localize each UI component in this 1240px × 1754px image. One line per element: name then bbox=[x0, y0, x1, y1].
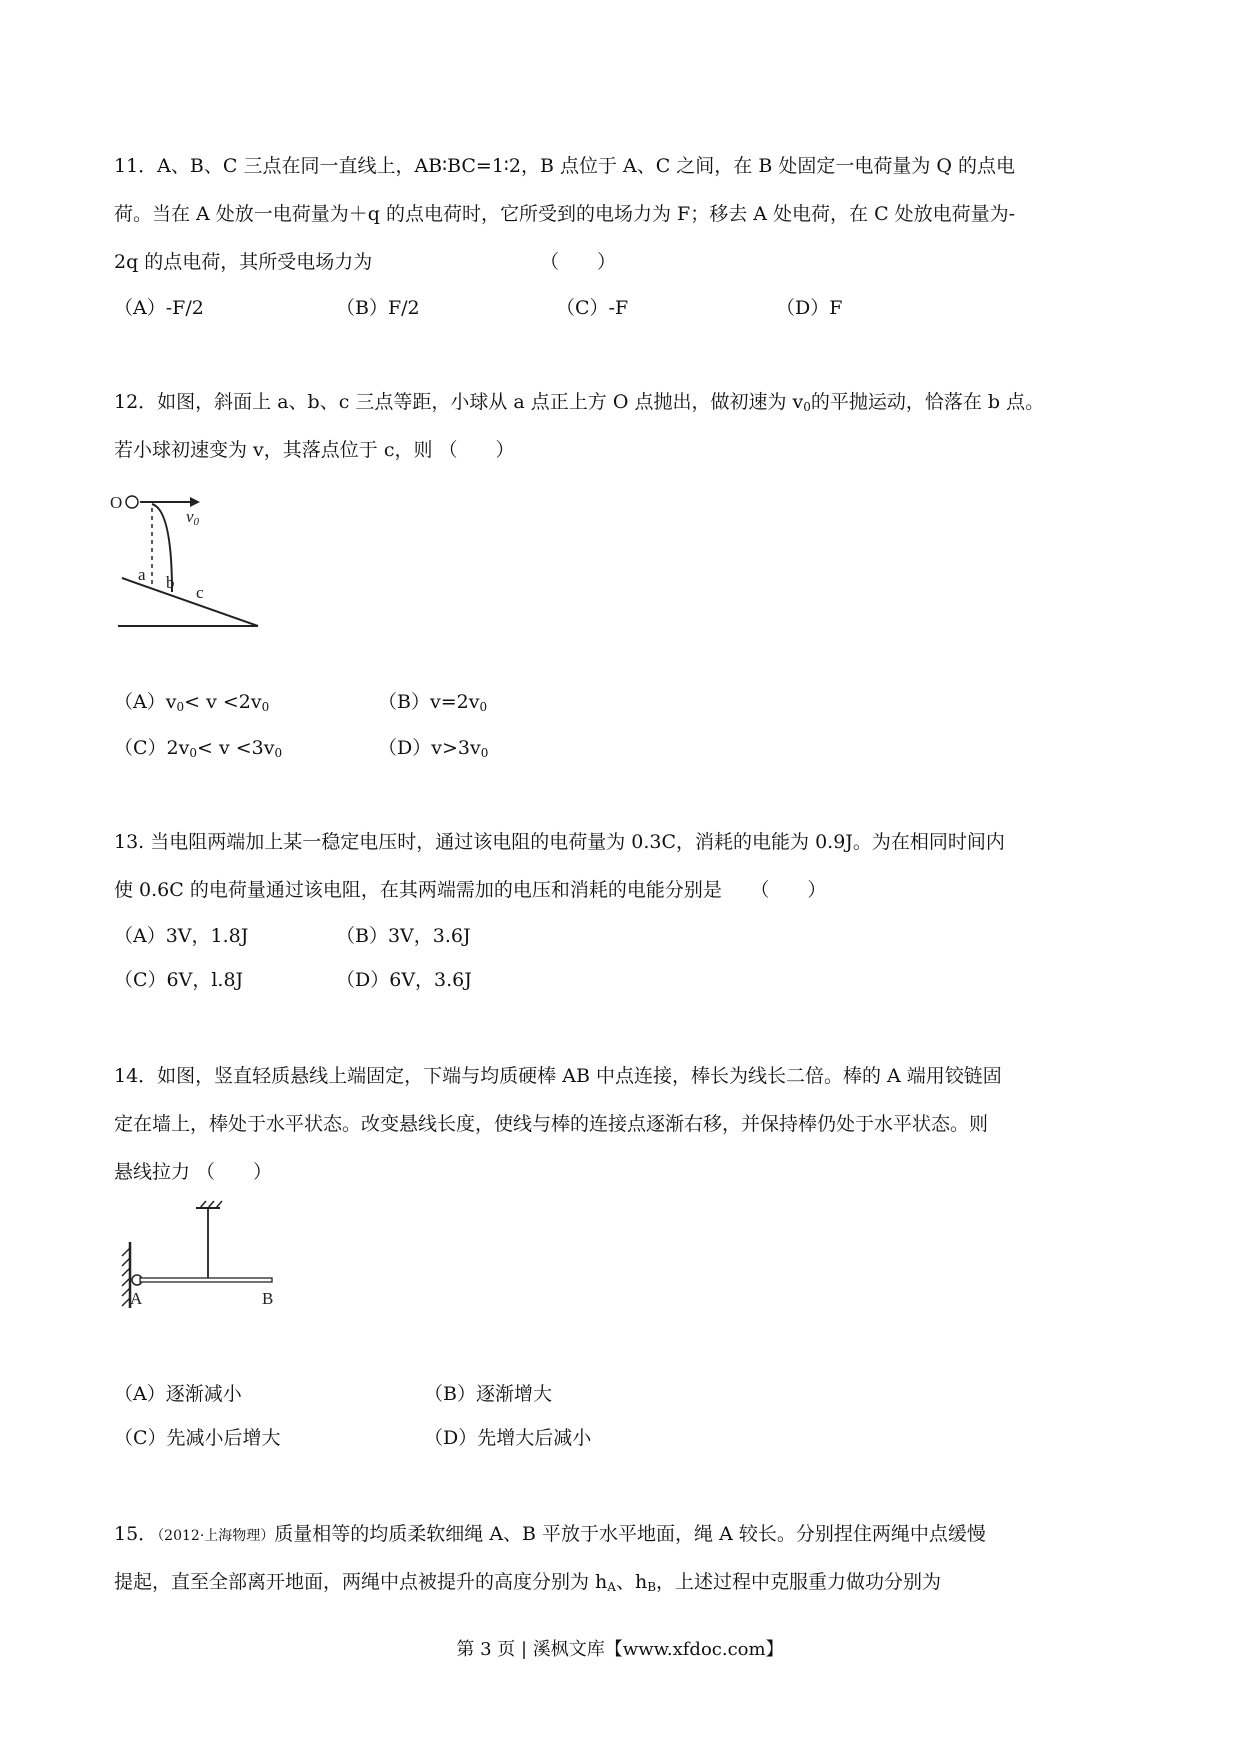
q13-option-b: （B）3V，3.6J bbox=[336, 925, 471, 947]
q11-line-2: 荷。当在 A 处放一电荷量为＋q 的点电荷时，它所受到的电场力为 F；移去 A 处电荷，在 C 处放电荷量为- bbox=[114, 203, 1016, 225]
q11-line-1: 11．A、B、C 三点在同一直线上，AB∶BC=1∶2，B 点位于 A、C 之间，在 B 处固定一电荷量为 Q 的点电 bbox=[114, 155, 1015, 177]
label-a: A bbox=[130, 1289, 143, 1308]
q13-option-a: （A）3V，1.8J bbox=[114, 925, 249, 947]
label-b: B bbox=[262, 1289, 274, 1308]
q15-line-2: 提起，直至全部离开地面，两绳中点被提升的高度分别为 $h_A$、$h_B$，上述过程中克服重力做功分别为 bbox=[114, 1571, 942, 1594]
page-footer: 第 3 页 | 溪枫文库【www.xfdoc.com】 bbox=[456, 1639, 784, 1660]
q14-option-c: （C）先减小后增大 bbox=[114, 1427, 281, 1449]
q11-line-3: 2q 的点电荷，其所受电场力为 bbox=[114, 251, 373, 273]
ceiling-hatch bbox=[200, 1201, 222, 1208]
q13-line-1: 13. 当电阻两端加上某一稳定电压时，通过该电阻的电荷量为 0.3C，消耗的电能为 0.9J。为在相同时间内 bbox=[114, 831, 1005, 853]
label-b: b bbox=[166, 573, 175, 592]
q13-option-c: （C）6V，l.8J bbox=[114, 969, 244, 991]
rod-ab bbox=[140, 1278, 272, 1282]
label-v0: v0 bbox=[186, 507, 200, 528]
q11-option-b: （B）F/2 bbox=[336, 297, 420, 319]
q12-option-d: $(D)v>3v_0$ bbox=[378, 737, 489, 760]
q12-projectile-figure bbox=[110, 480, 270, 630]
q13-option-d: （D）6V，3.6J bbox=[336, 969, 472, 991]
q14-option-a: （A）逐渐减小 bbox=[114, 1383, 242, 1405]
label-a: a bbox=[138, 565, 146, 584]
q14-option-d: （D）先增大后减小 bbox=[424, 1427, 592, 1449]
q15-source: （2012·上海物理） bbox=[157, 1528, 275, 1544]
q11-option-c: （C）-F bbox=[556, 297, 629, 319]
incline-line bbox=[122, 578, 258, 626]
q14-line-1: 14．如图，竖直轻质悬线上端固定，下端与均质硬棒 AB 中点连接，棒长为线长二倍。棒的 A 端用铰链固 bbox=[114, 1065, 1002, 1087]
q11-answer-bracket: （ ） bbox=[540, 251, 617, 273]
q13-line-2: 使 0.6C 的电荷量通过该电阻，在其两端需加的电压和消耗的电能分别是 （ ） bbox=[114, 879, 827, 901]
q12-line-2: 若小球初速变为 v，其落点位于 c，则 （ ） bbox=[114, 439, 515, 461]
q14-line-3: 悬线拉力 （ ） bbox=[114, 1161, 273, 1183]
q12-option-c: $(C)2v_0< v <3v_0$ bbox=[114, 737, 283, 760]
q15-line-1: 15．（2012·上海物理）质量相等的均质柔软细绳 A、B 平放于水平地面，绳 A 较长。分别捏住两绳中点缓慢 bbox=[114, 1523, 986, 1545]
q14-rod-figure bbox=[110, 1198, 290, 1318]
q12-option-a: $(A)v_0< v <2v_0$ bbox=[114, 691, 270, 714]
velocity-arrowhead bbox=[190, 497, 200, 507]
q14-option-b: （B）逐渐增大 bbox=[424, 1383, 552, 1405]
label-o: O bbox=[110, 493, 123, 512]
q11-option-d: （D）F bbox=[776, 297, 843, 319]
q12-option-b: $(B)v=2v_0$ bbox=[378, 691, 488, 714]
q11-option-a: （A）-F/2 bbox=[114, 297, 204, 319]
label-c: c bbox=[196, 583, 204, 602]
q12-line-1: 12．如图，斜面上 a、b、c 三点等距，小球从 a 点正上方 O 点抛出，做初速为 $v_0$的平抛运动，恰落在 b 点。 bbox=[114, 391, 1045, 414]
point-o bbox=[126, 496, 138, 508]
q14-line-2: 定在墙上，棒处于水平状态。改变悬线长度，使线与棒的连接点逐渐右移，并保持棒仍处于水平状态。则 bbox=[114, 1113, 989, 1135]
